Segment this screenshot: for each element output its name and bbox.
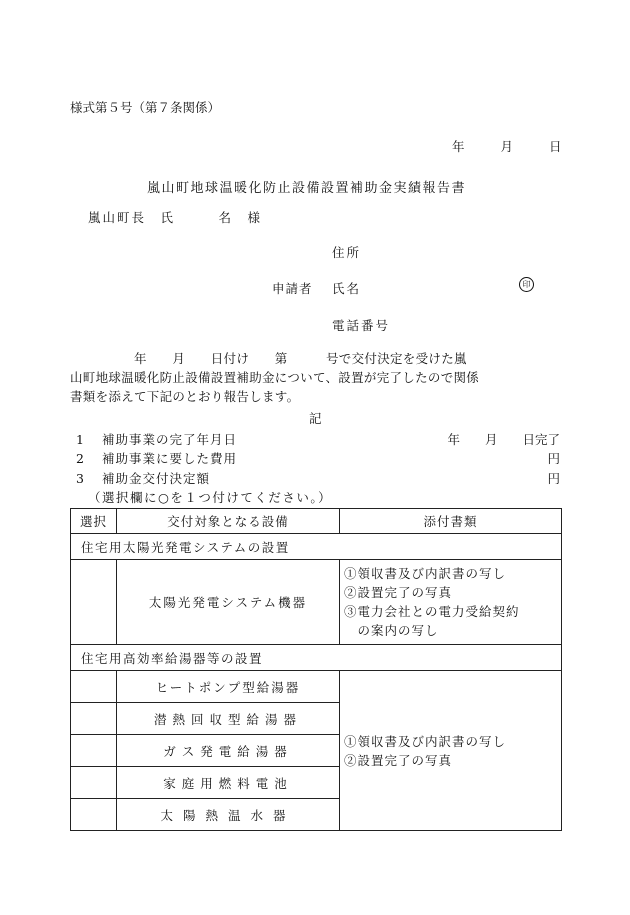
doc-item: ②設置完了の写真 <box>344 585 453 600</box>
report-body <box>70 349 560 406</box>
item-number: 1 <box>76 432 84 447</box>
item-value: 円 <box>547 451 560 466</box>
docs-solar <box>340 560 562 645</box>
body-line-1: 年 月 日付け 第 号で交付決定を受けた嵐 <box>70 351 467 366</box>
addressee: 嵐山町長 氏 名 様 <box>88 210 263 225</box>
header-documents: 添付書類 <box>340 509 562 534</box>
item-label: 補助事業の完了年月日 <box>102 432 238 447</box>
selection-note: （選択欄に○を１つ付けてください。） <box>88 490 333 505</box>
doc-item: の案内の写し <box>344 623 439 638</box>
body-line-2: 山町地球温暖化防止設備設置補助金について、設置が完了したので関係 <box>70 370 480 385</box>
item-grant-amount <box>76 469 560 487</box>
name-label: 氏名 <box>332 281 362 296</box>
item-value: 円 <box>547 471 560 486</box>
header-select: 選択 <box>71 509 117 534</box>
date-year: 年 <box>452 139 465 154</box>
select-cell-latent[interactable] <box>71 703 117 735</box>
date-line <box>452 137 562 155</box>
header-equipment: 交付対象となる設備 <box>117 509 340 534</box>
item-label: 補助事業に要した費用 <box>102 451 238 466</box>
item-value: 年 月 日完了 <box>447 432 560 447</box>
equipment-table <box>70 508 562 831</box>
table-row <box>71 671 562 703</box>
applicant-label: 申請者 <box>272 281 313 296</box>
equipment-heatpump: ヒートポンプ型給湯器 <box>117 671 340 703</box>
section-title-solar: 住宅用太陽光発電システムの設置 <box>71 534 562 560</box>
date-day: 日 <box>549 139 562 154</box>
document-title: 嵐山町地球温暖化防止設備設置補助金実績報告書 <box>147 181 467 196</box>
select-cell-solar-thermal[interactable] <box>71 799 117 831</box>
item-number: 2 <box>76 451 84 466</box>
select-cell-gas[interactable] <box>71 735 117 767</box>
equipment-solar: 太陽光発電システム機器 <box>117 560 340 645</box>
select-cell-fuelcell[interactable] <box>71 767 117 799</box>
doc-item: ①領収書及び内訳書の写し <box>344 733 507 749</box>
table-row <box>71 560 562 645</box>
body-line-3: 書類を添えて下記のとおり報告します。 <box>70 389 300 404</box>
select-cell-heatpump[interactable] <box>71 671 117 703</box>
seal-mark: 印 <box>519 277 534 292</box>
section-title-water-heater: 住宅用高効率給湯器等の設置 <box>71 645 562 671</box>
item-completion-date <box>76 430 560 448</box>
phone-label: 電話番号 <box>332 318 391 333</box>
date-month: 月 <box>500 139 514 154</box>
docs-water-heater <box>340 671 562 831</box>
select-cell-solar[interactable] <box>71 560 117 645</box>
equipment-fuel-cell: 家庭用燃料電池 <box>117 767 340 799</box>
address-label: 住所 <box>332 245 362 260</box>
table-header-row <box>71 509 562 534</box>
ki-heading: 記 <box>309 411 322 426</box>
doc-item: ①領収書及び内訳書の写し <box>344 566 507 581</box>
doc-item: ③電力会社との電力受給契約 <box>344 604 520 619</box>
doc-item: ②設置完了の写真 <box>344 752 453 768</box>
item-label: 補助金交付決定額 <box>102 471 211 486</box>
equipment-gas-generator: ガス発電給湯器 <box>117 735 340 767</box>
section-row-solar <box>71 534 562 560</box>
item-number: 3 <box>76 471 84 486</box>
form-number: 様式第５号（第７条関係） <box>70 100 221 115</box>
item-cost <box>76 449 560 467</box>
section-row-water-heater <box>71 645 562 671</box>
equipment-solar-thermal: 太陽熱温水器 <box>117 799 340 831</box>
equipment-latent-heat: 潜熱回収型給湯器 <box>117 703 340 735</box>
